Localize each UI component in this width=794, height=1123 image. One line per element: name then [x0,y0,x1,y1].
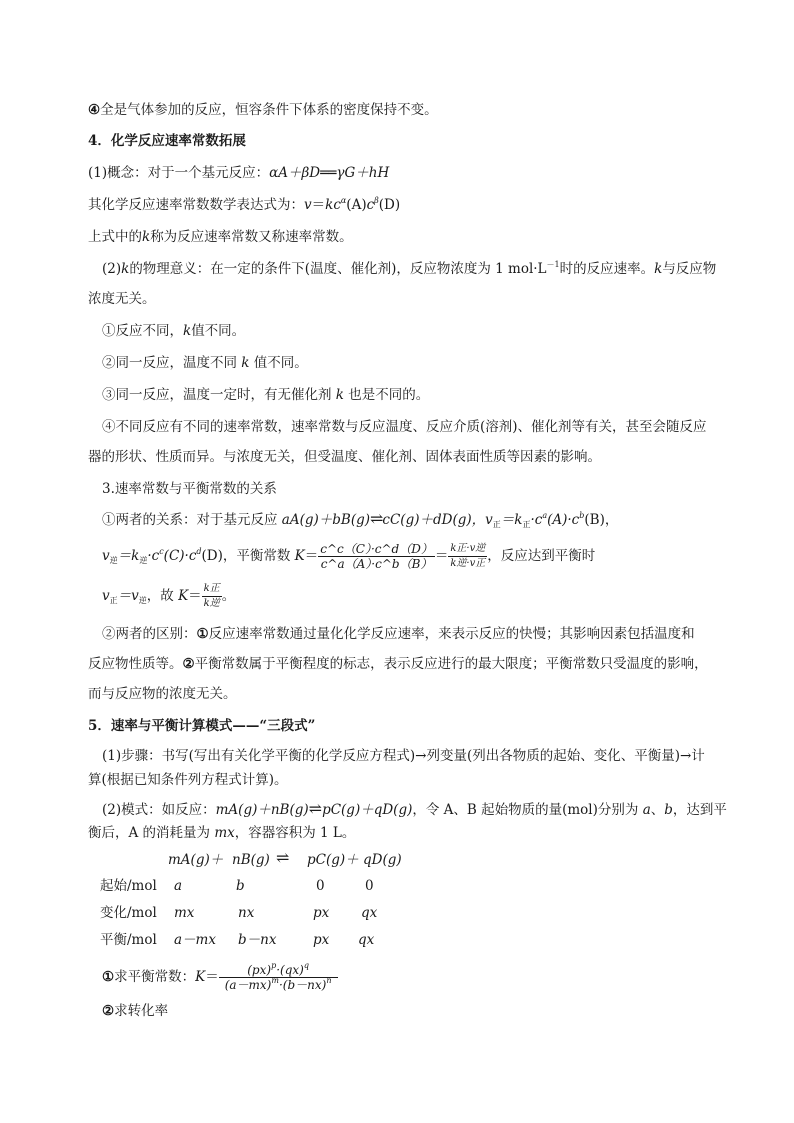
cell: b [236,878,245,894]
steps-line1: (1)步骤：书写(写出有关化学平衡的化学反应方程式)→列变量(列出各物质的起始、变化、平衡量)→计 [102,748,705,764]
rate-expression: 其化学反应速率常数数学表达式为：$v=kc^\alpha(A)c^\beta(D)$ [88,196,401,213]
item-4-line2: 器的形状、性质而异。与浓度无关，但受温度、催化剂、固体表面性质等因素的影响。 [88,449,601,465]
table-eq-2: nB(g) [232,852,270,868]
cell: a [174,878,183,894]
item-4-line1: ④不同反应有不同的速率常数，速率常数与反应温度、反应介质(溶剂)、催化剂等有关，甚至会随反应 [102,419,707,435]
difference-line2: 反应物性质等。②平衡常数属于平衡程度的标志，表示反应进行的最大限度；平衡常数只受温度的影响， [88,656,708,672]
conversion-line: ②求转化率 [102,1003,169,1019]
table-eq-4: qD(g) [363,852,402,868]
item-3: ③同一反应，温度一定时，有无催化剂 k 也是不同的。 [102,387,430,403]
difference-line1: ②两者的区别：①反应速率常数通过量化化学反应速率，来表示反应的快慢；其影响因素包括温度和 [102,626,695,642]
cell: b－nx [238,932,277,948]
table-eq-1: mA(g)＋ [168,852,224,868]
relation-line3: $v_正=v_逆$，故 K＝ $\frac{\text{k正}}{\text{k逆}}$ 。 [102,583,236,609]
concept-line: (1)概念：对于一个基元反应：αA＋βD══γG＋hH [88,165,390,181]
k-meaning-line1: (2)k的物理意义：在一定的条件下(温度、催化剂)，反应物浓度为 1 $mol\cdot L^{-1}$时的反应速率。k与反应物 [102,260,717,277]
cell: 0 [316,878,325,894]
k-fraction-concentration: $\frac{c\^{}c(C)\cdot c\^{}d(D)}{c\^{}a(A)\cdot c\^{}b(B)}$ [320,542,433,571]
section-5-heading: 5．速率与平衡计算模式——“三段式” [88,718,316,734]
cell: qx [358,932,375,948]
k-calc-fraction: $\frac{(px)^p\cdot(qx)^q}{(a-mx)^m\cdot(b-nx)^n}$ [219,963,338,992]
cell: a－mx [174,932,216,948]
cell: px [313,932,330,948]
steps-line2: 算(根据已知条件列方程式计算)。 [88,772,288,788]
row-label: 变化/mol [100,905,157,921]
item-2: ②同一反应，温度不同 k 值不同。 [102,355,308,371]
k-fraction-rate: $\frac{\text{k正·v逆}}{\text{k逆·v正}}$ [450,543,486,569]
cell: px [313,905,330,921]
cell: 0 [365,878,374,894]
k-definition: 上式中的k称为反应速率常数又称速率常数。 [88,229,353,245]
section-3-heading: 3.速率常数与平衡常数的关系 [102,481,277,497]
row-label: 起始/mol [100,878,157,894]
relation-line1: ①两者的关系：对于基元反应 aA(g)＋bB(g)⇌cC(g)＋dD(g)，$v_正=k_正\cdot c^a(A)\cdot c^b(B)$， [102,509,619,529]
cell: qx [361,905,378,921]
relation-line2: $v_逆=k_逆\cdot c^c(C)\cdot c^d(D)$，平衡常数 K＝ $\frac{c\^{}c(C)\cdot c\^{}d(D)}{c\^{}a(A)\cdot c\^{}b(B)}$ ＝ $\frac{\text{k正·v逆}}{\text{k逆·v正}}$ ，反应达到平衡时 [102,542,596,571]
table-eq-arrow: ⇌ [276,848,290,867]
table-eq-3: pC(g)＋ [307,852,359,868]
para-density: ④全是气体参加的反应，恒容条件下体系的密度保持不变。 [88,102,438,118]
k-meaning-line2: 浓度无关。 [88,291,156,307]
section-4-heading: 4．化学反应速率常数拓展 [88,133,246,149]
circle-mark: ④ [88,102,101,118]
cell: mx [174,905,195,921]
k-calc-line: ①求平衡常数：K＝ $\frac{(px)^p\cdot(qx)^q}{(a-mx)^m\cdot(b-nx)^n}$ [102,957,338,997]
mode-line1: (2)模式：如反应：mA(g)＋nB(g)⇌pC(g)＋qD(g)，令 A、B 起始物质的量(mol)分别为 a、b，达到平 [102,799,727,818]
difference-line3: 而与反应物的浓度无关。 [88,686,237,702]
row-label: 平衡/mol [100,932,157,948]
cell: nx [238,905,255,921]
mode-line2: 衡后，A 的消耗量为 mx，容器容积为 1 L。 [88,825,356,841]
k-ratio-fraction: $\frac{\text{k正}}{\text{k逆}}$ [203,583,220,609]
item-1: ①反应不同，k值不同。 [102,323,246,339]
